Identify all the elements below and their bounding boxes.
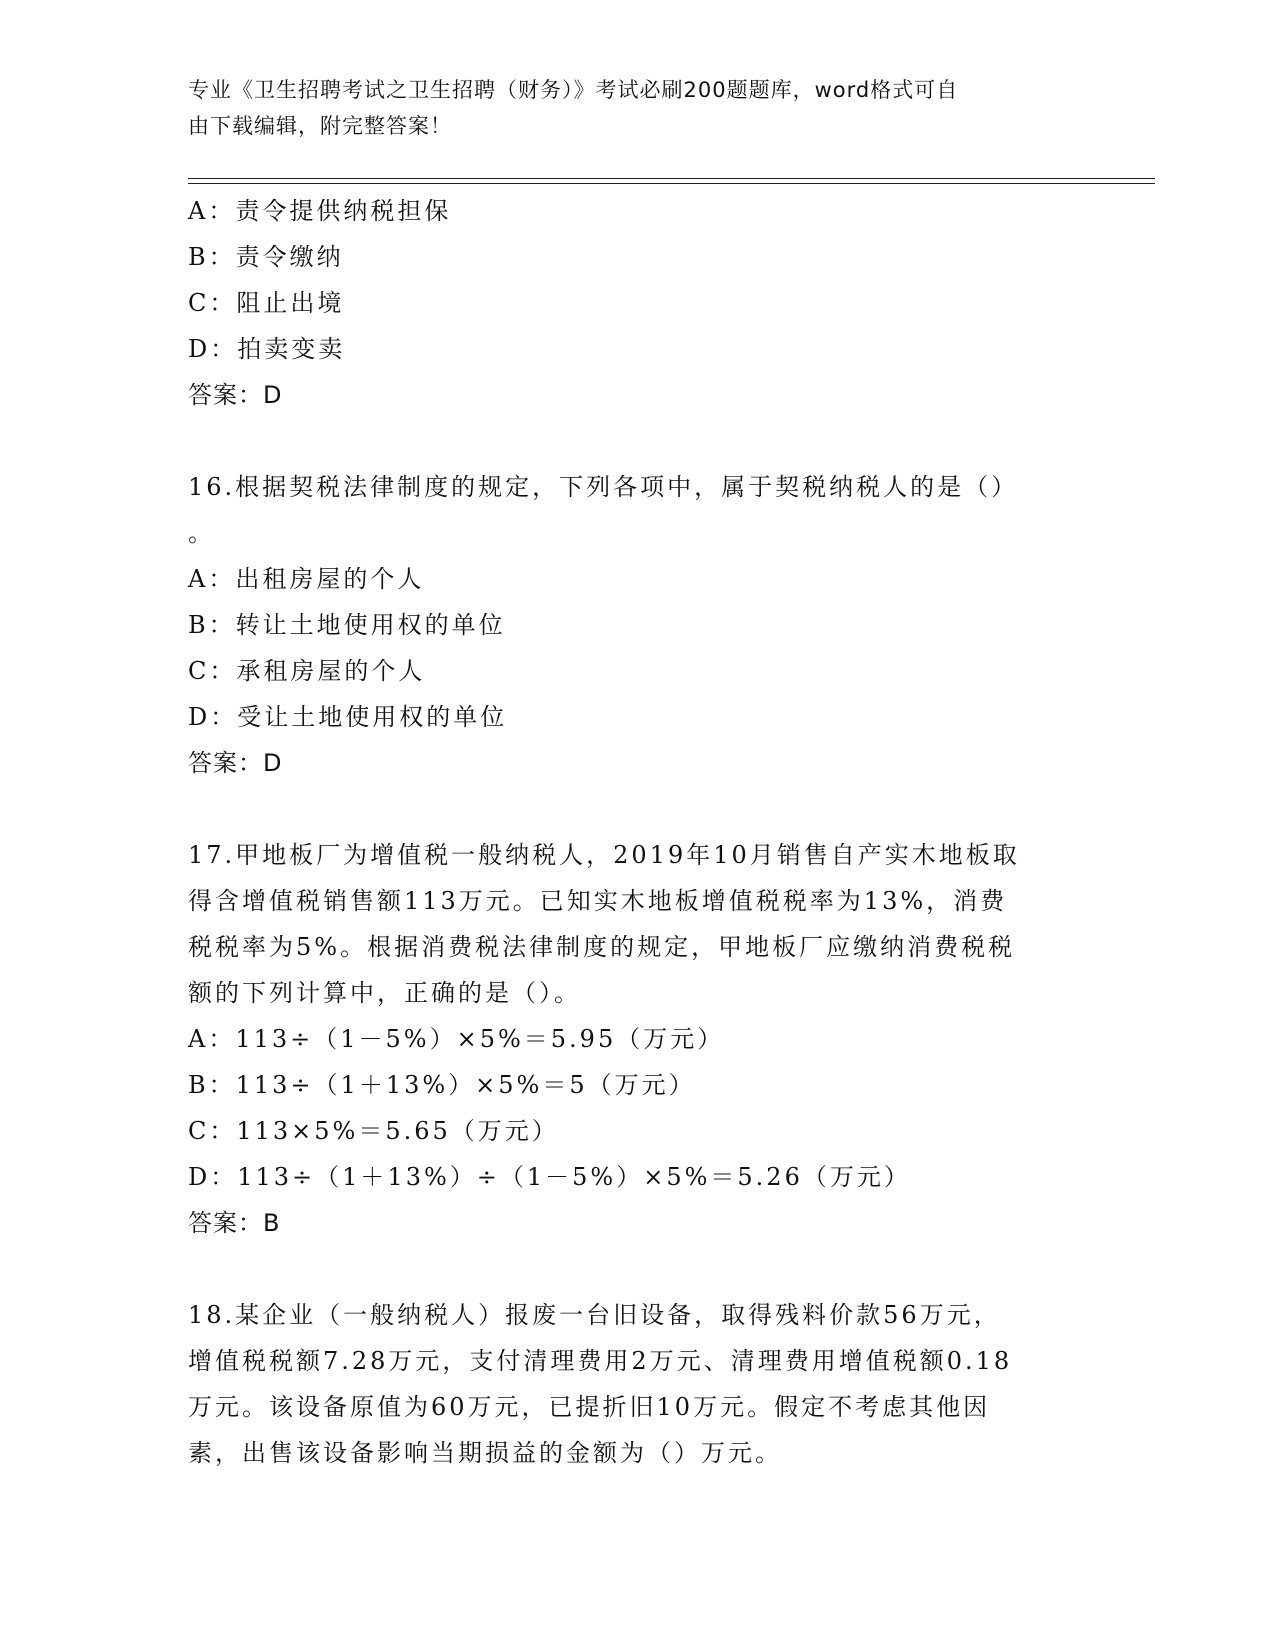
option-c: C：113×5%＝5.65（万元） xyxy=(188,1117,559,1145)
option-b: B：113÷（1＋13%）×5%＝5（万元） xyxy=(188,1071,696,1099)
question-15 xyxy=(188,188,1088,418)
question-stem-line: 额的下列计算中，正确的是（）。 xyxy=(188,979,581,1007)
question-stem-line: 18.某企业（一般纳税人）报废一台旧设备，取得残料价款56万元， xyxy=(188,1301,1001,1329)
header-divider-bottom xyxy=(188,183,1155,184)
document-header xyxy=(188,72,1088,144)
option-c: C：阻止出境 xyxy=(188,289,345,317)
option-c: C：承租房屋的个人 xyxy=(188,657,426,685)
question-stem-line: 税税率为5%。根据消费税法律制度的规定，甲地板厂应缴纳消费税税 xyxy=(188,933,1016,961)
option-b: B：责令缴纳 xyxy=(188,243,344,271)
question-stem-line: 17.甲地板厂为增值税一般纳税人，2019年10月销售自产实木地板取 xyxy=(188,841,1020,869)
header-line-2: 由下载编辑，附完整答案！ xyxy=(188,114,452,138)
spacer xyxy=(188,786,1088,832)
question-stem-line: 。 xyxy=(188,519,215,547)
question-stem-line: 16.根据契税法律制度的规定，下列各项中，属于契税纳税人的是（） xyxy=(188,473,1019,501)
option-a: A：出租房屋的个人 xyxy=(188,565,425,593)
answer: 答案：B xyxy=(188,1209,281,1237)
spacer xyxy=(188,418,1088,464)
question-17 xyxy=(188,832,1088,1246)
question-list xyxy=(188,188,1088,1476)
question-16 xyxy=(188,464,1088,786)
option-a: A：责令提供纳税担保 xyxy=(188,197,452,225)
option-d: D：拍卖变卖 xyxy=(188,335,346,363)
question-stem-line: 万元。该设备原值为60万元，已提折旧10万元。假定不考虑其他因 xyxy=(188,1393,991,1421)
question-stem-line: 增值税税额7.28万元，支付清理费用2万元、清理费用增值税额0.18 xyxy=(188,1347,1013,1375)
option-b: B：转让土地使用权的单位 xyxy=(188,611,506,639)
question-18 xyxy=(188,1292,1088,1476)
answer: 答案：D xyxy=(188,749,283,777)
answer: 答案：D xyxy=(188,381,283,409)
question-stem-line: 得含增值税销售额113万元。已知实木地板增值税税率为13%，消费 xyxy=(188,887,1008,915)
header-divider-top xyxy=(188,178,1155,179)
header-line-1: 专业《卫生招聘考试之卫生招聘（财务）》考试必刷200题题库，word格式可自 xyxy=(188,78,959,102)
option-d: D：113÷（1＋13%）÷（1－5%）×5%＝5.26（万元） xyxy=(188,1163,911,1191)
option-d: D：受让土地使用权的单位 xyxy=(188,703,508,731)
question-stem-line: 素，出售该设备影响当期损益的金额为（）万元。 xyxy=(188,1439,782,1467)
spacer xyxy=(188,1246,1088,1292)
option-a: A：113÷（1－5%）×5%＝5.95（万元） xyxy=(188,1025,725,1053)
